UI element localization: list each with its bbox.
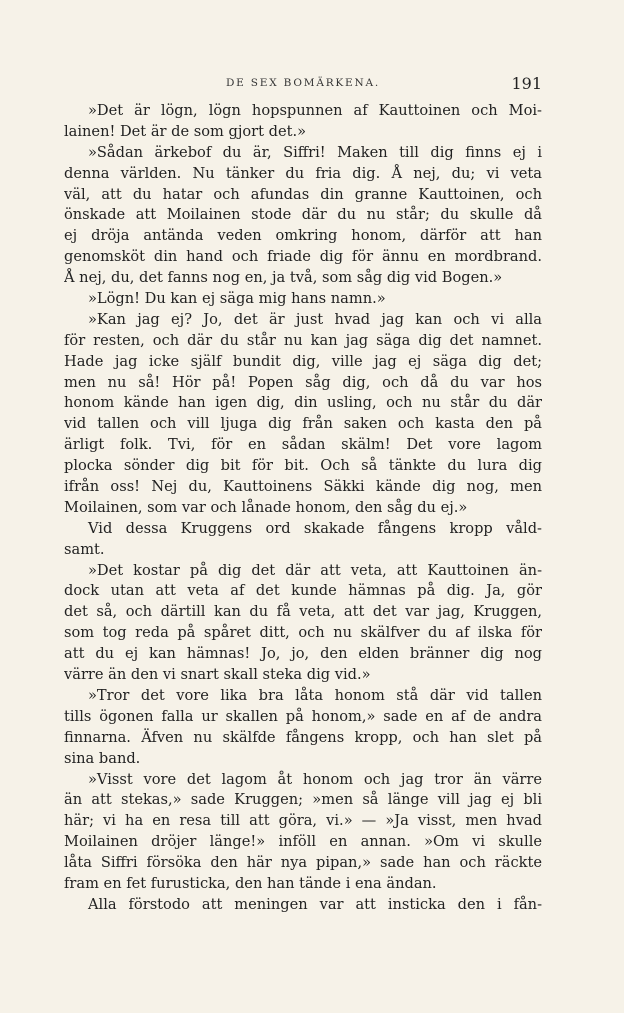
text-line: Moilainen dröjer länge!» inföll en annan. »Om vi skulle <box>64 833 542 851</box>
text-line: Alla förstodo att meningen var att insticka den i fån- <box>88 895 542 913</box>
text-line: Hade jag icke själf bundit dig, ville jag ej säga dig det; <box>64 352 542 370</box>
text-line: ifrån oss! Nej du, Kauttoinens Säkki kände dig nog, men <box>64 478 542 496</box>
text-line: honom kände han igen dig, din usling, och nu står du där <box>64 394 542 412</box>
text-line: »Det kostar på dig det där att veta, att Kauttoinen än- <box>88 561 542 579</box>
text-line: Vid dessa Kruggens ord skakade fångens kropp våld- <box>88 519 542 537</box>
text-line: lainen! Det är de som gjort det.» <box>64 122 307 140</box>
text-line: önskade att Moilainen stode där du nu står; du skulle då <box>64 206 542 224</box>
text-line: »Visst vore det lagom åt honom och jag tror än värre <box>88 770 542 788</box>
text-line: »Det är lögn, lögn hopspunnen af Kauttoinen och Moi- <box>88 102 542 119</box>
text-line: låta Siffri försöka den här nya pipan,» sade han och räckte <box>64 854 542 872</box>
text-line: »Kan jag ej? Jo, det är just hvad jag kan och vi alla <box>88 310 542 328</box>
text-line: »Tror det vore lika bra låta honom stå där vid tallen <box>88 686 542 704</box>
text-line: vid tallen och vill ljuga dig från saken och kasta den på <box>64 415 542 433</box>
text-line: men nu så! Hör på! Popen såg dig, och då du var hos <box>64 373 542 391</box>
text-line: för resten, och där du står nu kan jag säga dig det namnet. <box>64 331 542 349</box>
text-line: det så, och därtill kan du få veta, att det var jag, Kruggen, <box>64 603 542 621</box>
text-line: här; vi ha en resa till att göra, vi.» — »Ja visst, men hvad <box>64 812 542 830</box>
text-line: väl, att du hatar och afundas din granne Kauttoinen, och <box>64 185 542 203</box>
text-line: ej dröja antända veden omkring honom, därför att han <box>64 227 542 245</box>
text-line: Å nej, du, det fanns nog en, ja två, som såg dig vid Bogen.» <box>64 269 503 287</box>
text-line: finnarna. Äfven nu skälfde fångens kropp, och han slet på <box>64 728 542 746</box>
text-line: sina band. <box>64 749 141 767</box>
text-line: denna världen. Nu tänker du fria dig. Å nej, du; vi veta <box>64 164 542 182</box>
text-line: dock utan att veta af det kunde hämnas på dig. Ja, gör <box>64 582 542 600</box>
text-line: genomsköt din hand och friade dig för ännu en mordbrand. <box>64 248 542 266</box>
text-line: samt. <box>64 540 105 558</box>
text-line: Moilainen, som var och lånade honom, den såg du ej.» <box>64 498 468 516</box>
running-title: DE SEX BOMÄRKENA. <box>225 77 381 89</box>
text-line: ärligt folk. Tvi, för en sådan skälm! Det vore lagom <box>64 436 542 454</box>
text-line: än att stekas,» sade Kruggen; »men så länge vill jag ej bli <box>64 791 542 809</box>
text-line: »Sådan ärkebof du är, Siffri! Maken till dig finns ej i <box>88 143 542 161</box>
page-header <box>64 74 542 96</box>
page-number: 191 <box>511 74 542 93</box>
text-line: att du ej kan hämnas! Jo, jo, den elden bränner dig nog <box>64 645 542 663</box>
text-line: »Lögn! Du kan ej säga mig hans namn.» <box>88 290 386 308</box>
text-line: fram en fet furusticka, den han tände i ena ändan. <box>64 874 437 892</box>
text-line: plocka sönder dig bit för bit. Och så tänkte du lura dig <box>64 457 542 475</box>
text-line: som tog reda på spåret ditt, och nu skälfver du af ilska för <box>64 624 542 642</box>
text-line: värre än den vi snart skall steka dig vid.» <box>64 666 371 684</box>
text-line: tills ögonen falla ur skallen på honom,» sade en af de andra <box>64 707 542 725</box>
body-text <box>64 101 542 916</box>
